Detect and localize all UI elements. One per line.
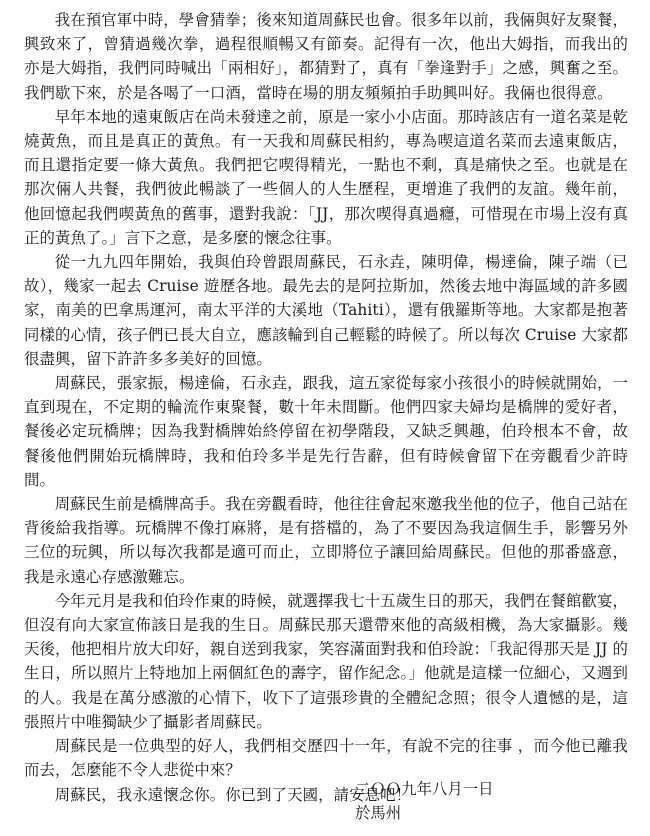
paragraph-dinner-gatherings: 周蘇民，張家振，楊達倫，石永垚，跟我，這五家從每家小孩很小的時候就開始，一直到現在，不定期的輪流作東聚餐，數十年未間斷。他們四家夫婦均是橋牌的愛好者，餐後必定玩橋牌；因為我對橋牌始終停留在初學階段，又缺乏興趣，伯玲根本不會，故餐後他們開始玩橋牌時，我和伯玲多半是先行告辭，但有時候會留下在旁觀看少許時間。 (24, 374, 628, 489)
paragraph-friendship: 周蘇民是一位典型的好人，我們相交歷四十一年，有說不完的往事 ，而今他已離我而去，怎麼能不令人悲從中來？ (24, 737, 628, 780)
paragraph-bridge: 周蘇民生前是橋牌高手。我在旁觀看時，他往往會起來邀我坐他的位子，他自己站在背後給我指導。玩橋牌不像打麻將，是有搭檔的，為了不要因為我這個生手，影響另外三位的玩興，所以每次我都是適可而止，立即將位子讓回給周蘇民。但他的那番盛意，我是永遠心存感激難忘。 (24, 495, 628, 586)
signature-block (355, 777, 615, 825)
paragraph-farewell: 周蘇民，我永遠懷念你。你已到了天國，請安息吧！ (54, 785, 412, 804)
paragraph-yellow-croaker: 早年本地的遠東飯店在尚未發達之前，原是一家小小店面。那時該店有一道名菜是乾燒黃魚，而且是真正的黃魚。有一天我和周蘇民相約，專為喫這道名菜而去遠東飯店，而且還指定要一條大黃魚。我們把它喫得精光，一點也不剩，真是痛快之至。也就是在那次倆人共餐，我們彼此暢談了一些個人的人生歷程，更增進了我們的友誼。幾年前，他回憶起我們喫黃魚的舊事，還對我說：「JJ，那次喫得真過癮，可惜現在市場上沒有真正的黃魚了。」言下之意，是多麼的懷念往事。 (24, 107, 628, 247)
paragraph-finger-guessing: 我在預官軍中時，學會猜拳；後來知道周蘇民也會。很多年以前，我倆與好友聚餐，興致來了，曾猜過幾次拳，過程很順暢又有節奏。記得有一次，他出大姆指，而我出的亦是大姆指，我們同時喊出「兩相好」，都猜對了，真有「拳逢對手」之感，興奮之至。我們歇下來，於是各喝了一口酒，當時在場的朋友頻頻拍手助興叫好。我倆也很得意。 (24, 11, 628, 102)
paragraph-birthday-photo: 今年元月是我和伯玲作東的時候，就選擇我七十五歲生日的那天，我們在餐館歡宴，但沒有向大家宣佈該日是我的生日。周蘇民那天還帶來他的高級相機，為大家攝影。幾天後，他把相片放大印好，親自送到我家，笑容滿面對我和伯玲說：「我記得那天是 JJ 的生日，所以照片上特地加上兩個紅色的壽字，留作紀念。」他就是這樣一位細心，又週到的人。我是在萬分感激的心情下，收下了這張珍貴的全體紀念照；很令人遺憾的是，這張照片中唯獨缺少了攝影者周蘇民。 (24, 591, 628, 731)
paragraph-cruise: 從一九九四年開始，我與伯玲曾跟周蘇民，石永垚，陳明偉，楊達倫，陳子端（已故），幾家一起去 Cruise 遊歷各地。最先去的是阿拉斯加，然後去地中海區域的許多國家，南美的巴拿馬運河，南太平洋的大溪地（Tahiti），還有俄羅斯等地。大家都是抱著同樣的心情，孩子們已長大自立，應該輪到自己輕鬆的時候了。所以每次 Cruise 大家都很盡興，留下許許多多美好的回憶。 (24, 253, 628, 368)
letter-body (24, 8, 628, 807)
letter-date: 二ＯＯ九年八月一日 (355, 780, 494, 798)
letter-place: 於馬州 (355, 804, 402, 822)
